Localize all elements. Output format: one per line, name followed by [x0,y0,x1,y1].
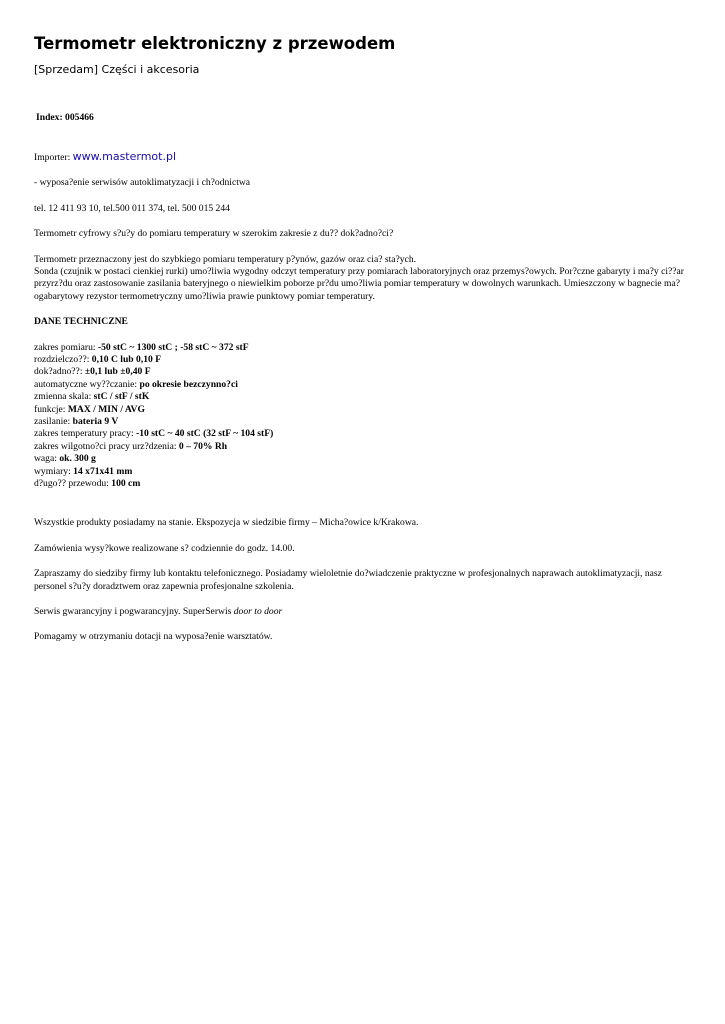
spec-row [34,404,684,416]
spec-value: 0,10 C lub 0,10 F [91,353,162,365]
orders-line: Zamówienia wysy?kowe realizowane s? codziennie do godz. 14.00. [34,542,295,554]
stock-line: Wszystkie produkty posiadamy na stanie. Ekspozycja w siedzibie firmy – Micha?owice k/Krakowa. [34,517,419,529]
spec-row [34,466,684,478]
spec-value: ok. 300 g [59,453,96,465]
specs-list [34,342,684,491]
spec-value: po okresie bezczynno?ci [139,378,238,390]
spec-label: rozdzielczo??: [34,353,92,365]
specs-heading: DANE TECHNICZNE [34,316,128,328]
spec-row [34,428,684,440]
subsidy-line: Pomagamy w otrzymaniu dotacji na wyposa?enie warsztatów. [34,631,273,643]
spec-label: dok?adno??: [34,366,85,378]
spec-value: -10 stC ~ 40 stC (32 stF ~ 104 stF) [136,428,274,440]
equipment-line: - wyposa?enie serwisów autoklimatyzacji i ch?odnictwa [34,177,251,189]
category-label: [Sprzedam] Części i akcesoria [34,63,200,76]
spec-row [34,366,684,378]
spec-value: MAX / MIN / AVG [67,403,145,415]
description-line-2: Sonda (czujnik w postaci cienkiej rurki) umo?liwia wygodny odczyt temperatury przy pomiarach laboratoryjnych oraz przemys?owych. Por?czne gabaryty i ma?y ci??ar przyrz?du oraz zastosowanie zasilania bateryjnego o niewielkim poborze pr?du umo?liwia pomiar temperatury w dowolnych warunkach. Umieszczony w bagnecie ma?ogabarytowy rezystor termometryczny umo?liwia prawie punktowy pomiar temperatury. [34,265,684,302]
spec-label: wymiary: [34,465,74,477]
importer-website-link[interactable]: www.mastermot.pl [72,150,177,164]
service-italic: door to door [233,606,283,618]
spec-row [34,416,684,428]
page-title: Termometr elektroniczny z przewodem [34,34,396,53]
spec-row [34,391,684,403]
spec-label: zakres temperatury pracy: [34,428,137,440]
spec-label: zmienna skala: [34,391,94,403]
spec-value: ±0,1 lub ±0,40 F [84,366,151,378]
spec-label: zakres pomiaru: [34,341,98,353]
spec-label: automatyczne wy??czanie: [34,378,140,390]
spec-value: -50 stC ~ 1300 stC ; -58 stC ~ 372 stF [97,341,249,353]
importer-line [34,151,684,164]
document-body [34,112,684,644]
spec-row [34,441,684,453]
service-line [34,606,684,618]
spec-value: 0 – 70% Rh [178,440,228,452]
spec-row [34,453,684,465]
spec-label: funkcje: [34,403,68,415]
phone-line: tel. 12 411 93 10, tel.500 011 374, tel. 500 015 244 [34,202,230,214]
importer-label: Importer: [34,152,73,164]
description-line-1: Termometr przeznaczony jest do szybkiego pomiaru temperatury p?ynów, gazów oraz cia? sta?ych. [34,253,417,265]
spec-value: 100 cm [111,478,141,490]
spec-row [34,354,684,366]
spec-value: 14 x71x41 mm [73,465,133,477]
invite-paragraph: Zapraszamy do siedziby firmy lub kontaktu telefonicznego. Posiadamy wieloletnie do?wiadczenie praktyczne w profesjonalnych naprawach autoklimatyzacji, nasz personel s?u?y doradztwem oraz zapewnia profesjonalne szkolenia. [34,568,662,592]
spec-value: stC / stF / stK [93,391,150,403]
spec-label: d?ugo?? przewodu: [34,478,112,490]
spec-value: bateria 9 V [72,416,119,427]
spec-label: zasilanie: [34,416,73,427]
spec-row [34,379,684,391]
spec-row [34,478,684,490]
spec-row [34,342,684,354]
service-text: Serwis gwarancyjny i pogwarancyjny. SuperSerwis [34,606,234,618]
intro-paragraph: Termometr cyfrowy s?u?y do pomiaru temperatury w szerokim zakresie z du?? dok?adno?ci? [34,228,394,240]
index-number: Index: 005466 [36,112,94,123]
spec-label: zakres wilgotno?ci pracy urz?dzenia: [34,440,179,452]
spec-label: waga: [34,453,60,465]
